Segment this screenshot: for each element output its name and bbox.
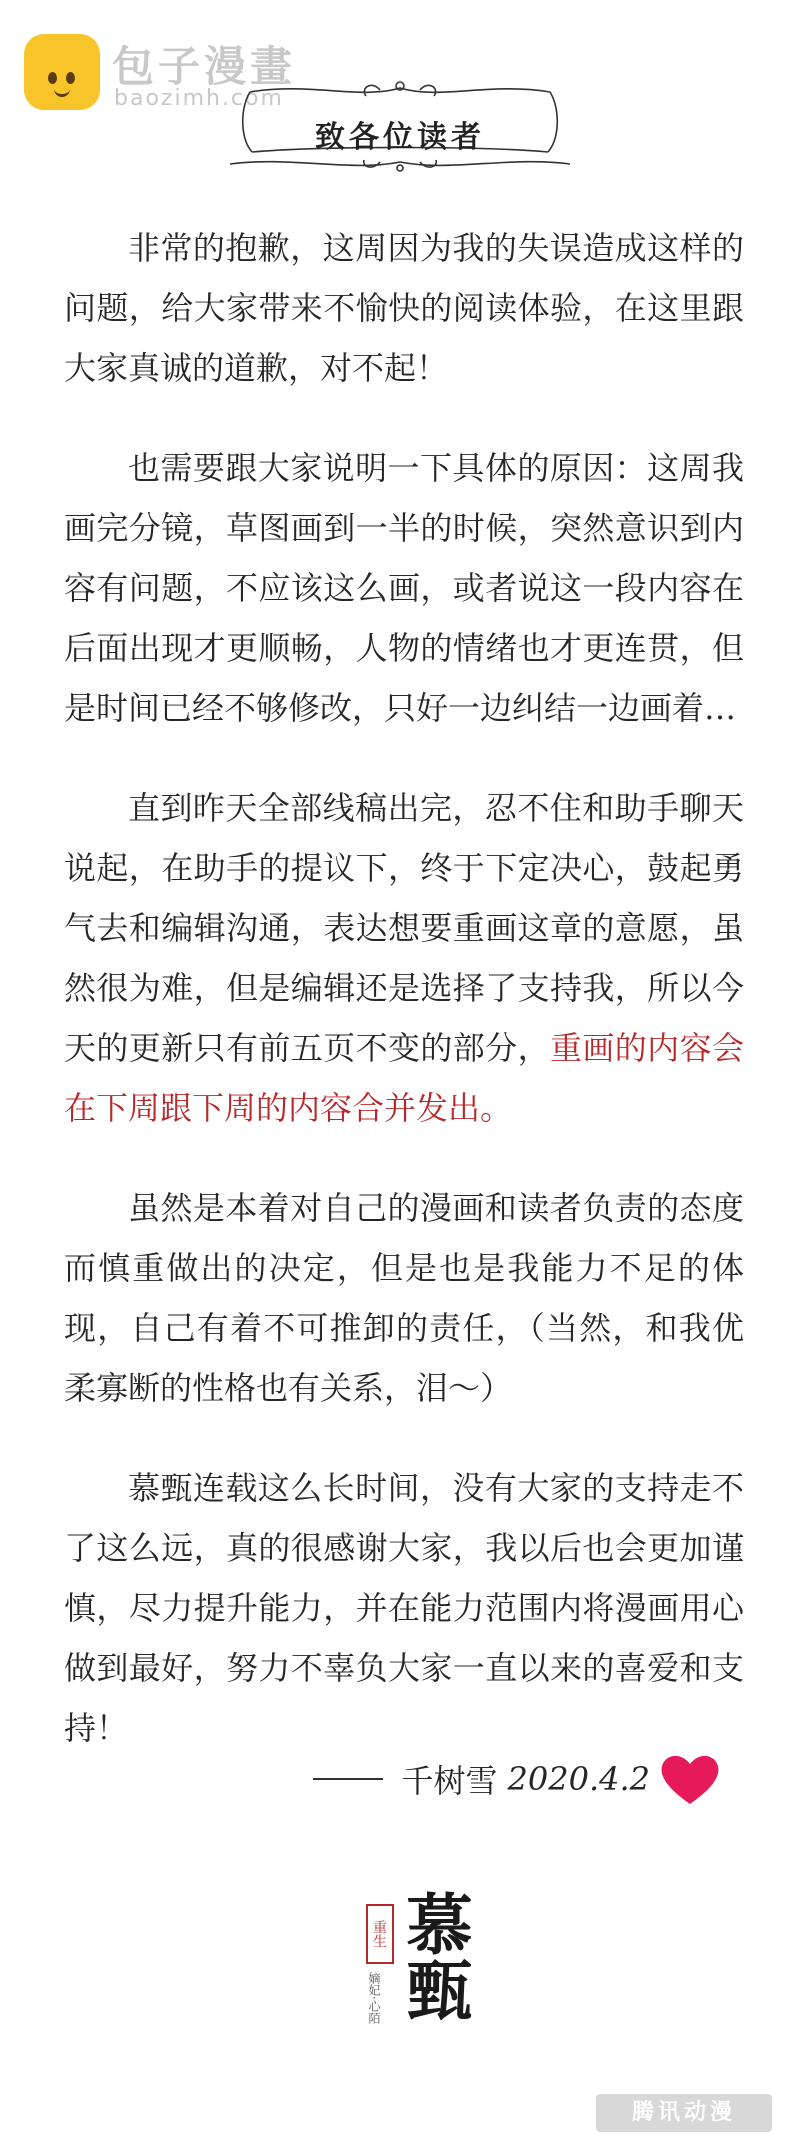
signature (313, 1752, 720, 1806)
paragraph-text: 虽然是本着对自己的漫画和读者负责的态度而慎重做出的决定，但是也是我能力不足的体现，自己有着不可推卸的责任，（当然，和我优柔寡断的性格也有关系，泪～） (64, 1189, 744, 1407)
paragraph (64, 218, 744, 398)
bun-mascot-icon (24, 34, 100, 110)
paragraph-text: 慕甄连载这么长时间，没有大家的支持走不了这么远，真的很感谢大家，我以后也会更加谨慎，尽力提升能力，并在能力范围内将漫画用心做到最好，努力不辜负大家一直以来的喜爱和支持！ (64, 1469, 744, 1747)
paragraph-text: 直到昨天全部线稿出完，忍不住和助手聊天说起，在助手的提议下，终于下定决心，鼓起勇气去和编辑沟通，表达想要重画这章的意愿，虽然很为难，但是编辑还是选择了支持我，所以今天的更新只有前五页不变的部分， (64, 789, 744, 1067)
signature-date: 2020.4.2 (507, 1760, 650, 1798)
site-logo-name: 包子漫畫 (112, 42, 297, 91)
letter-body (64, 218, 744, 1798)
paragraph-text: 非常的抱歉，这周因为我的失误造成这样的问题，给大家带来不愉快的阅读体验，在这里跟大家真诚的道歉，对不起！ (64, 229, 744, 387)
paragraph (64, 778, 744, 1138)
seal-main-text: 慕甄 (395, 1890, 473, 2022)
paragraph (64, 1178, 744, 1418)
signature-dash (313, 1778, 383, 1780)
site-logo-url: baozimh.com (114, 86, 284, 111)
paragraph (64, 438, 744, 738)
page-title: 致各位读者 (315, 120, 485, 155)
seal-small-text: 嫡妃·心陌 (367, 1972, 381, 2024)
paragraph-text: 也需要跟大家说明一下具体的原因：这周我画完分镜，草图画到一半的时候，突然意识到内容有问题，不应该这么画，或者说这一段内容在后面出现才更顺畅，人物的情绪也才更连贯，但是时间已经不够修改，只好一边纠结一边画着… (64, 449, 744, 727)
highlighted-text: 重画的内容会在下周跟下周的内容合并发出。 (64, 1029, 744, 1127)
paragraph (64, 1458, 744, 1758)
heart-icon (660, 1752, 720, 1806)
watermark-logo: 腾讯动漫 (596, 2094, 772, 2132)
seal-box-text: 重生 (366, 1904, 394, 1964)
series-seal-logo (358, 1890, 473, 2070)
signature-author: 千树雪 (401, 1762, 498, 1800)
